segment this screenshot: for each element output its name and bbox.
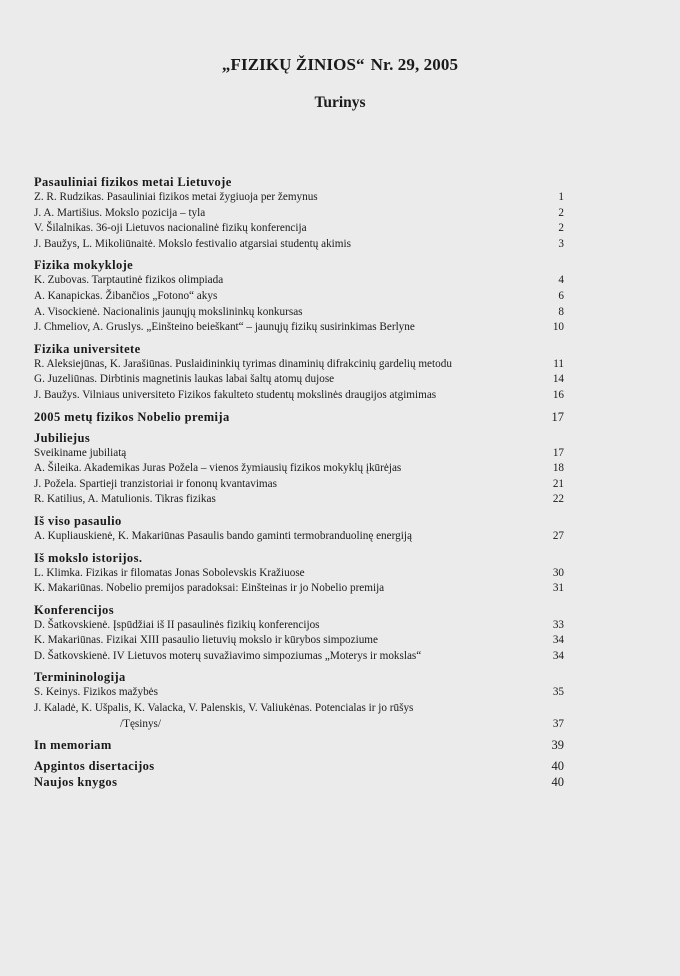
section-title-text: Jubiliejus (34, 430, 91, 445)
entry-title: J. Chmeliov, A. Gruslys. „Einšteino beieškant“ – jaunųjų fizikų susirinkimas Berlyne (34, 321, 415, 334)
entry-title: K. Makariūnas. Nobelio premijos paradoksai: Einšteinas ir jo Nobelio premija (34, 582, 385, 595)
section-title (34, 430, 564, 446)
page-number: 14 (552, 373, 564, 386)
toc-entry (34, 461, 564, 477)
toc-entry (34, 237, 564, 253)
page-number: 16 (552, 388, 564, 401)
entry-title: J. Požela. Spartieji tranzistoriai ir fononų kvantavimas (34, 477, 277, 490)
toc-section (34, 513, 564, 545)
section-title-text: Fizika universitete (34, 341, 141, 356)
toc-entry (34, 190, 564, 206)
toc-entry (34, 320, 564, 336)
section-title (34, 774, 564, 790)
toc-entry (34, 492, 564, 508)
section-title-text: In memoriam (34, 738, 112, 753)
entry-title: V. Šilalnikas. 36-oji Lietuvos nacionalinė fizikų konferencija (34, 222, 307, 235)
toc-section (34, 602, 564, 665)
page-number: 11 (553, 357, 564, 370)
section-title (34, 409, 564, 425)
toc-section (34, 737, 564, 753)
entry-title: A. Kanapickas. Žibančios „Fotono“ akys (34, 289, 218, 302)
page-number: 10 (552, 321, 564, 334)
page-number: 34 (552, 634, 564, 647)
entry-title: J. Baužys, L. Mikoliūnaitė. Mokslo festivalio atgarsiai studentų akimis (34, 237, 351, 250)
section-title-text: Konferencijos (34, 602, 114, 617)
toc-entry (34, 633, 564, 649)
toc-section (34, 758, 564, 774)
page-number: 33 (552, 618, 564, 631)
section-title (34, 602, 564, 618)
toc-entry (34, 618, 564, 634)
section-title-text: Pasauliniai fizikos metai Lietuvoje (34, 175, 232, 189)
section-title (34, 758, 564, 774)
section-title (34, 341, 564, 357)
toc-section (34, 174, 564, 252)
table-of-contents (34, 174, 564, 795)
page-number: 40 (551, 759, 564, 774)
toc-section (34, 669, 564, 732)
page-number: 2 (558, 222, 564, 235)
page-number: 4 (558, 274, 564, 287)
page-number: 35 (552, 686, 564, 699)
document-header (0, 55, 680, 112)
journal-name: „FIZIKŲ ŽINIOS“ (221, 55, 365, 74)
toc-section (34, 774, 564, 790)
page-number: 21 (552, 477, 564, 490)
page-number: 22 (552, 493, 564, 506)
section-title (34, 550, 564, 566)
issue-number: Nr. 29, 2005 (370, 55, 459, 74)
page-number: 39 (551, 738, 564, 753)
section-title-text: 2005 metų fizikos Nobelio premija (34, 409, 230, 424)
section-title-text: Apgintos disertacijos (34, 759, 155, 774)
section-title (34, 257, 564, 273)
entry-title: K. Makariūnas. Fizikai XIII pasaulio lietuvių mokslo ir kūrybos simpoziume (34, 634, 378, 647)
entry-title: A. Visockienė. Nacionalinis jaunųjų mokslininkų konkursas (34, 305, 303, 318)
entry-title: K. Zubovas. Tarptautinė fizikos olimpiada (34, 274, 224, 287)
journal-title-line (0, 55, 680, 75)
page-number: 8 (558, 305, 564, 318)
page-number: 18 (552, 462, 564, 475)
entry-title: J. A. Martišius. Mokslo pozicija – tyla (34, 206, 206, 219)
page-number: 37 (552, 717, 564, 730)
toc-entry (34, 305, 564, 321)
section-title (34, 669, 564, 685)
section-title (34, 737, 564, 753)
toc-entry (34, 717, 564, 733)
entry-title: J. Baužys. Vilniaus universiteto Fizikos fakulteto studentų mokslinės draugijos atgimimas (34, 388, 437, 401)
toc-entry (34, 581, 564, 597)
page-number: 3 (558, 237, 564, 250)
toc-section (34, 409, 564, 425)
entry-title: A. Šileika. Akademikas Juras Požela – vienos žymiausių fizikos mokyklų įkūrėjas (34, 462, 402, 475)
entry-title: R. Aleksiejūnas, K. Jarašiūnas. Puslaidininkių tyrimas dinaminių difrakcinių gardelių metodu (34, 357, 452, 370)
toc-entry (34, 446, 564, 462)
entry-title: R. Katilius, A. Matulionis. Tikras fizikas (34, 493, 216, 506)
page-number: 40 (551, 775, 564, 790)
entry-title: S. Keinys. Fizikos mažybės (34, 686, 158, 699)
entry-title: D. Šatkovskienė. IV Lietuvos moterų suvažiavimo simpoziumas „Moterys ir mokslas“ (34, 649, 422, 662)
entry-title: Sveikiname jubiliatą (34, 446, 127, 459)
entry-title: D. Šatkovskienė. Įspūdžiai iš II pasaulinės fizikių konferencijos (34, 618, 320, 631)
section-title-text: Iš mokslo istorijos. (34, 550, 143, 565)
toc-section (34, 257, 564, 335)
page-number: 2 (558, 206, 564, 219)
toc-entry (34, 529, 564, 545)
page-number: 1 (558, 191, 564, 203)
toc-section (34, 341, 564, 404)
page-number: 27 (552, 529, 564, 542)
page-number: 17 (551, 409, 564, 424)
toc-entry (34, 221, 564, 237)
toc-entry (34, 388, 564, 404)
toc-entry (34, 701, 564, 717)
toc-entry (34, 649, 564, 665)
toc-entry (34, 477, 564, 493)
toc-section (34, 430, 564, 508)
entry-title: Z. R. Rudzikas. Pasauliniai fizikos metai žygiuoja per žemynus (34, 191, 318, 203)
entry-title: G. Juzeliūnas. Dirbtinis magnetinis laukas labai šaltų atomų dujose (34, 373, 335, 386)
toc-section (34, 550, 564, 597)
toc-entry (34, 685, 564, 701)
section-title (34, 174, 564, 190)
toc-entry (34, 357, 564, 373)
page-number: 17 (552, 446, 564, 459)
section-title (34, 513, 564, 529)
page-number: 31 (552, 582, 564, 595)
toc-entry (34, 566, 564, 582)
entry-title: J. Kaladė, K. Ušpalis, K. Valacka, V. Palenskis, V. Valiukėnas. Potencialas ir jo rūšys (34, 702, 414, 715)
toc-entry (34, 273, 564, 289)
section-title-text: Fizika mokykloje (34, 258, 134, 273)
toc-entry (34, 372, 564, 388)
section-title-text: Naujos knygos (34, 775, 118, 790)
entry-title: /Tęsinys/ (120, 717, 162, 730)
entry-title: L. Klimka. Fizikas ir filomatas Jonas Sobolevskis Kražiuose (34, 566, 305, 579)
page-number: 6 (558, 289, 564, 302)
table-of-contents-title: Turinys (314, 94, 366, 111)
entry-title: A. Kupliauskienė, K. Makariūnas Pasaulis bando gaminti termobranduolinę energiją (34, 529, 412, 542)
page-number: 34 (552, 649, 564, 662)
section-title-text: Iš viso pasaulio (34, 513, 122, 528)
toc-entry (34, 206, 564, 222)
toc-entry (34, 289, 564, 305)
page-number: 30 (552, 566, 564, 579)
section-title-text: Termininologija (34, 670, 126, 685)
